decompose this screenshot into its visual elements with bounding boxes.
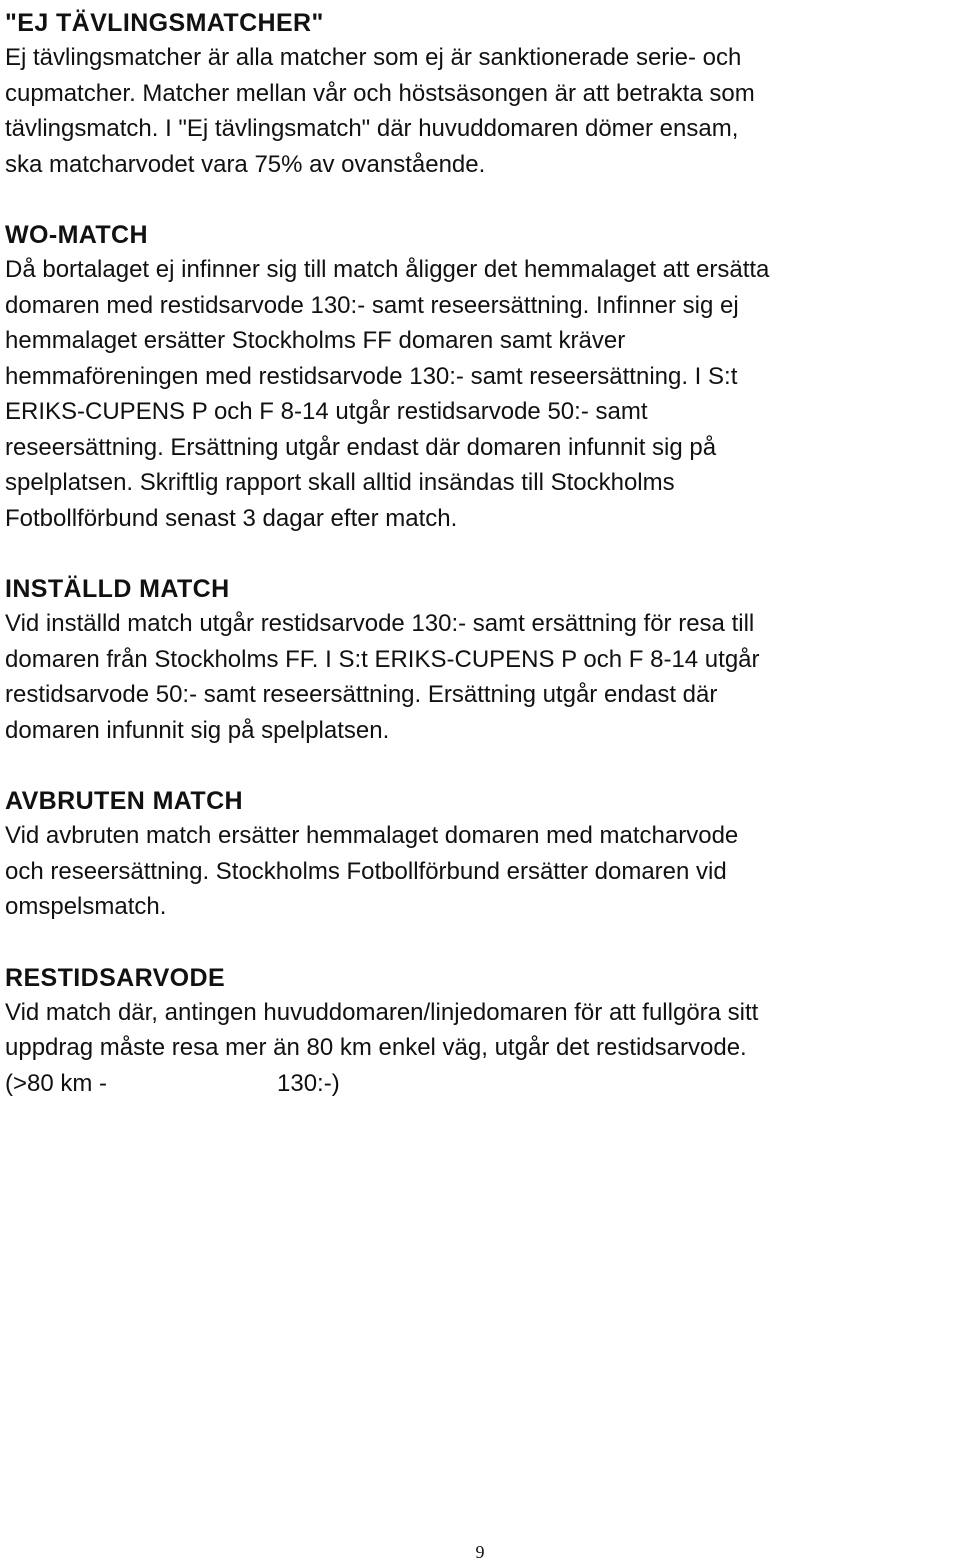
paragraph-line: Då bortalaget ej infinner sig till match åligger det hemmalaget att ersätta bbox=[5, 256, 770, 283]
section-heading: AVBRUTEN MATCH bbox=[5, 787, 243, 815]
section-installd-match bbox=[5, 572, 957, 748]
section-restidsarvode bbox=[5, 961, 957, 1102]
paragraph-line: domaren med restidsarvode 130:- samt reseersättning. Infinner sig ej bbox=[5, 291, 739, 319]
paragraph-line: och reseersättning. Stockholms Fotbollförbund ersätter domaren vid bbox=[5, 857, 727, 885]
paragraph-line: spelplatsen. Skriftlig rapport skall alltid insändas till Stockholms bbox=[5, 469, 675, 496]
section-ej-tavlingsmatcher bbox=[5, 6, 957, 182]
paragraph-line: domaren från Stockholms FF. I S:t ERIKS-CUPENS P och F 8-14 utgår bbox=[5, 645, 760, 673]
section-paragraph bbox=[5, 818, 957, 925]
paragraph-line: omspelsmatch. bbox=[5, 893, 167, 920]
paragraph-line: cupmatcher. Matcher mellan vår och höstsäsongen är att betrakta som bbox=[5, 79, 755, 107]
section-spacer bbox=[5, 182, 957, 218]
fee-row bbox=[5, 1066, 957, 1102]
section-avbruten-match bbox=[5, 784, 957, 925]
paragraph-line: Ej tävlingsmatcher är alla matcher som ej är sanktionerade serie- och bbox=[5, 44, 742, 71]
section-spacer bbox=[5, 748, 957, 784]
section-spacer bbox=[5, 925, 957, 961]
paragraph-line: Vid inställd match utgår restidsarvode 130:- samt ersättning för resa till bbox=[5, 610, 755, 637]
document-page bbox=[5, 6, 957, 1101]
paragraph-line: Vid avbruten match ersätter hemmalaget domaren med matcharvode bbox=[5, 822, 739, 849]
section-paragraph bbox=[5, 995, 957, 1066]
paragraph-line: uppdrag måste resa mer än 80 km enkel väg, utgår det restidsarvode. bbox=[5, 1034, 747, 1061]
paragraph-line: ska matcharvodet vara 75% av ovanstående. bbox=[5, 150, 486, 178]
paragraph-line: tävlingsmatch. I "Ej tävlingsmatch" där huvuddomaren dömer ensam, bbox=[5, 115, 739, 142]
section-heading: RESTIDSARVODE bbox=[5, 963, 226, 992]
section-wo-match bbox=[5, 218, 957, 536]
section-spacer bbox=[5, 536, 957, 572]
paragraph-line: ERIKS-CUPENS P och F 8-14 utgår restidsarvode 50:- samt bbox=[5, 398, 648, 425]
section-heading: WO-MATCH bbox=[5, 221, 148, 249]
paragraph-line: hemmaföreningen med restidsarvode 130:- samt reseersättning. I S:t bbox=[5, 362, 738, 390]
section-heading: "EJ TÄVLINGSMATCHER" bbox=[5, 9, 324, 37]
paragraph-line: Fotbollförbund senast 3 dagar efter match. bbox=[5, 504, 458, 532]
paragraph-line: Vid match där, antingen huvuddomaren/linjedomaren för att fullgöra sitt bbox=[5, 998, 759, 1026]
section-heading: INSTÄLLD MATCH bbox=[5, 575, 230, 603]
fee-distance-label: (>80 km - bbox=[5, 1069, 108, 1097]
section-paragraph bbox=[5, 252, 957, 536]
paragraph-line: hemmalaget ersätter Stockholms FF domaren samt kräver bbox=[5, 327, 626, 354]
section-paragraph bbox=[5, 606, 957, 748]
paragraph-line: restidsarvode 50:- samt reseersättning. Ersättning utgår endast där bbox=[5, 681, 718, 708]
paragraph-line: domaren infunnit sig på spelplatsen. bbox=[5, 716, 390, 744]
page-number: 9 bbox=[475, 1542, 485, 1562]
fee-amount: 130:-) bbox=[277, 1069, 340, 1097]
paragraph-line: reseersättning. Ersättning utgår endast där domaren infunnit sig på bbox=[5, 433, 717, 461]
section-paragraph bbox=[5, 40, 957, 182]
